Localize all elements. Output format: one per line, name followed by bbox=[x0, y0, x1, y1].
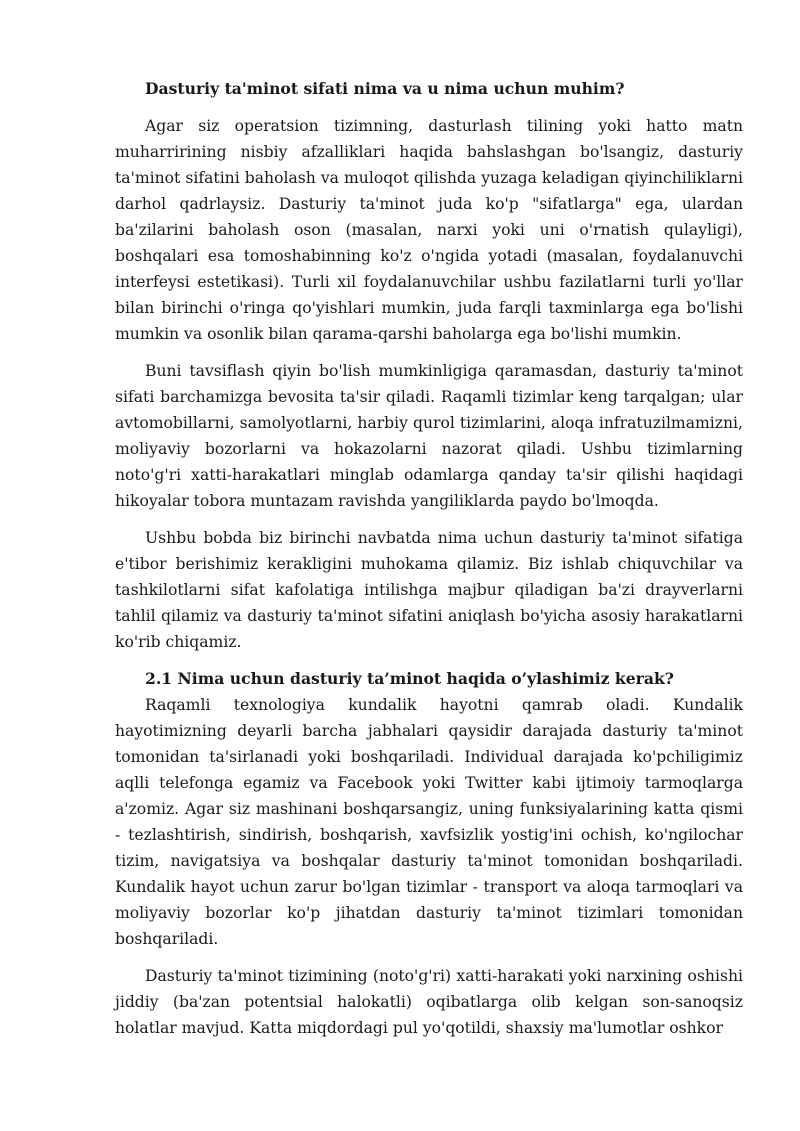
paragraph-chapter-overview: Ushbu bobda biz birinchi navbatda nima uchun dasturiy ta'minot sifatiga e'tibor berishimiz kerakligini muhokama qilamiz. Biz ishlab chiquvchilar va tashkilotlarni sifat kafolatiga intilishga majbur qiladigan ba'zi drayverlarni tahlil qilamiz va dasturiy ta'minot sifatini aniqlash bo'yicha asosiy harakatlarni ko'rib chiqamiz. bbox=[115, 529, 743, 651]
document-title: Dasturiy ta'minot sifati nima va u nima uchun muhim? bbox=[145, 79, 625, 98]
section-heading: 2.1 Nima uchun dasturiy ta’minot haqida o’ylashimiz kerak? bbox=[145, 669, 674, 688]
paragraph-software-failures: Dasturiy ta'minot tizimining (noto'g'ri) xatti-harakati yoki narxining oshishi jiddiy (ba'zan potentsial halokatli) oqibatlarga olib kelgan son-sanoqsiz holatlar mavjud. Katta miqdordagi pul yo'qotildi, shaxsiy ma'lumotlar oshkor bbox=[115, 967, 743, 1037]
document-page bbox=[115, 76, 743, 1041]
paragraph-digital-technology-daily-life: Raqamli texnologiya kundalik hayotni qamrab oladi. Kundalik hayotimizning deyarli barcha jabhalari qaysidir darajada dasturiy ta'minot tomonidan ta'sirlanadi yoki boshqariladi. Individual darajada ko'pchiligimiz aqlli telefonga egamiz va Facebook yoki Twitter kabi ijtimoiy tarmoqlarga a'zomiz. Agar siz mashinani boshqarsangiz, uning funksiyalarining katta qismi - tezlashtirish, sindirish, boshqarish, xavfsizlik yostig'ini ochish, ko'ngilochar tizim, navigatsiya va boshqalar dasturiy ta'minot tomonidan boshqariladi. Kundalik hayot uchun zarur bo'lgan tizimlar - transport va aloqa tarmoqlari va moliyaviy bozorlar ko'p jihatdan dasturiy ta'minot tizimlari tomonidan boshqariladi. bbox=[115, 696, 743, 948]
paragraph-digital-systems-impact: Buni tavsiflash qiyin bo'lish mumkinligiga qaramasdan, dasturiy ta'minot sifati barchamizga bevosita ta'sir qiladi. Raqamli tizimlar keng tarqalgan; ular avtomobillarni, samolyotlarni, harbiy qurol tizimlarini, aloqa infratuzilmamizni, moliyaviy bozorlarni va hokazolarni nazorat qiladi. Ushbu tizimlarning noto'g'ri xatti-harakatlari minglab odamlarga qanday ta'sir qilishi haqidagi hikoyalar tobora muntazam ravishda yangiliklarda paydo bo'lmoqda. bbox=[115, 362, 743, 510]
paragraph-software-quality-debate: Agar siz operatsion tizimning, dasturlash tilining yoki hatto matn muharririning nisbiy afzalliklari haqida bahslashgan bo'lsangiz, dasturiy ta'minot sifatini baholash va muloqot qilishda yuzaga keladigan qiyinchiliklarni darhol qadrlaysiz. Dasturiy ta'minot juda ko'p "sifatlarga" ega, ulardan ba'zilarini baholash oson (masalan, narxi yoki uni o'rnatish qulayligi), boshqalari esa tomoshabinning ko'z o'ngida yotadi (masalan, foydalanuvchi interfeysi estetikasi). Turli xil foydalanuvchilar ushbu fazilatlarni turli yo'llar bilan birinchi o'ringa qo'yishlari mumkin, juda farqli taxminlarga ega bo'lishi mumkin va osonlik bilan qarama-qarshi baholarga ega bo'lishi mumkin. bbox=[115, 117, 743, 343]
